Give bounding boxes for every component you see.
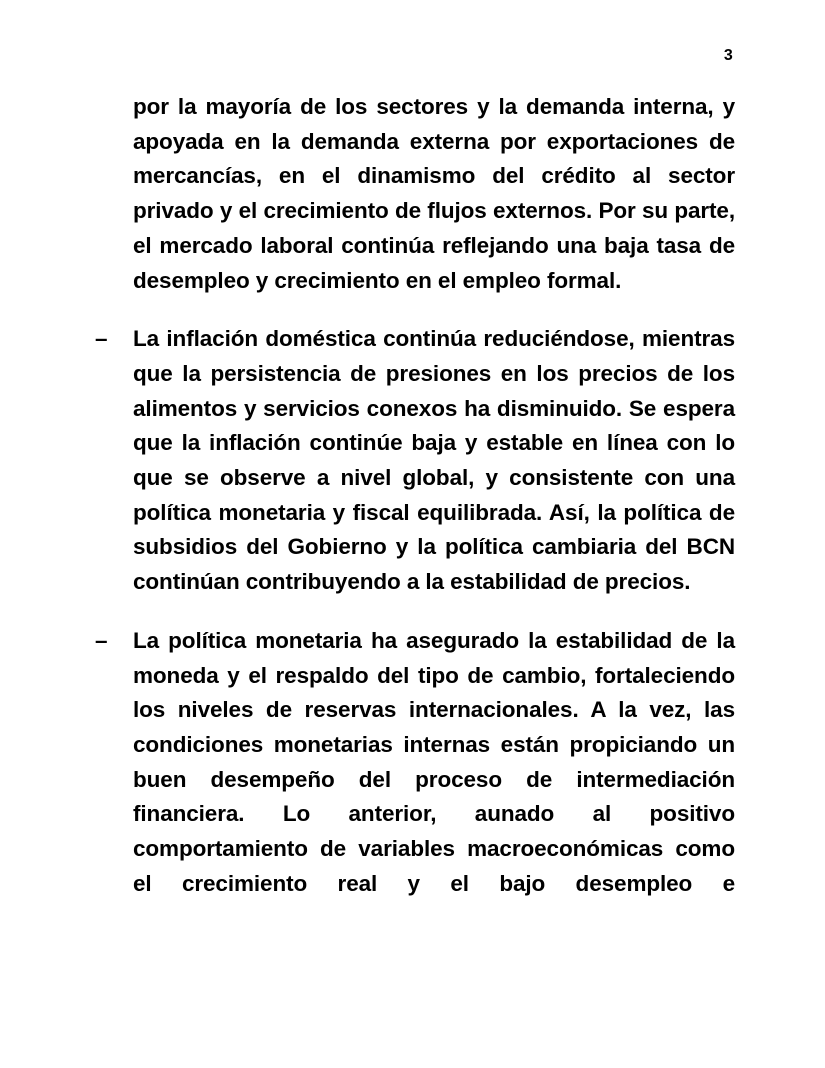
dash-bullet-icon: – [95, 627, 108, 653]
dash-bullet-icon: – [95, 326, 108, 352]
paragraph-text: La inflación doméstica continúa reduciéndose, mientras que la persistencia de presiones en los precios de los alimentos y servicios conexos ha disminuido. Se espera que la inflación continúe baja y estable en línea con lo que se observe a nivel global, y consistente con una política monetaria y fiscal equilibrada. Así, la política de subsidios del Gobierno y la política cambiaria del BCN continúan contribuyendo a la estabilidad de precios. [133, 326, 735, 595]
page-body [95, 90, 735, 901]
page-number: 3 [723, 47, 733, 64]
paragraph-text: La política monetaria ha asegurado la estabilidad de la moneda y el respaldo del tipo de cambio, fortaleciendo los niveles de reservas internacionales. A la vez, las condiciones monetarias internas están propiciando un buen desempeño del proceso de intermediación financiera. Lo anterior, aunado al positivo comportamiento de variables macroeconómicas como el crecimiento real y el bajo desempleo e [133, 627, 735, 896]
paragraph-text: por la mayoría de los sectores y la demanda interna, y apoyada en la demanda externa por exportaciones de mercancías, en el dinamismo del crédito al sector privado y el crecimiento de flujos externos. Por su parte, el mercado laboral continúa reflejando una baja tasa de desempleo y crecimiento en el empleo formal. [133, 94, 735, 293]
paragraph-continuation [95, 90, 735, 298]
bullet-paragraph-inflation [95, 322, 735, 600]
bullet-paragraph-monetary-policy [95, 624, 735, 902]
